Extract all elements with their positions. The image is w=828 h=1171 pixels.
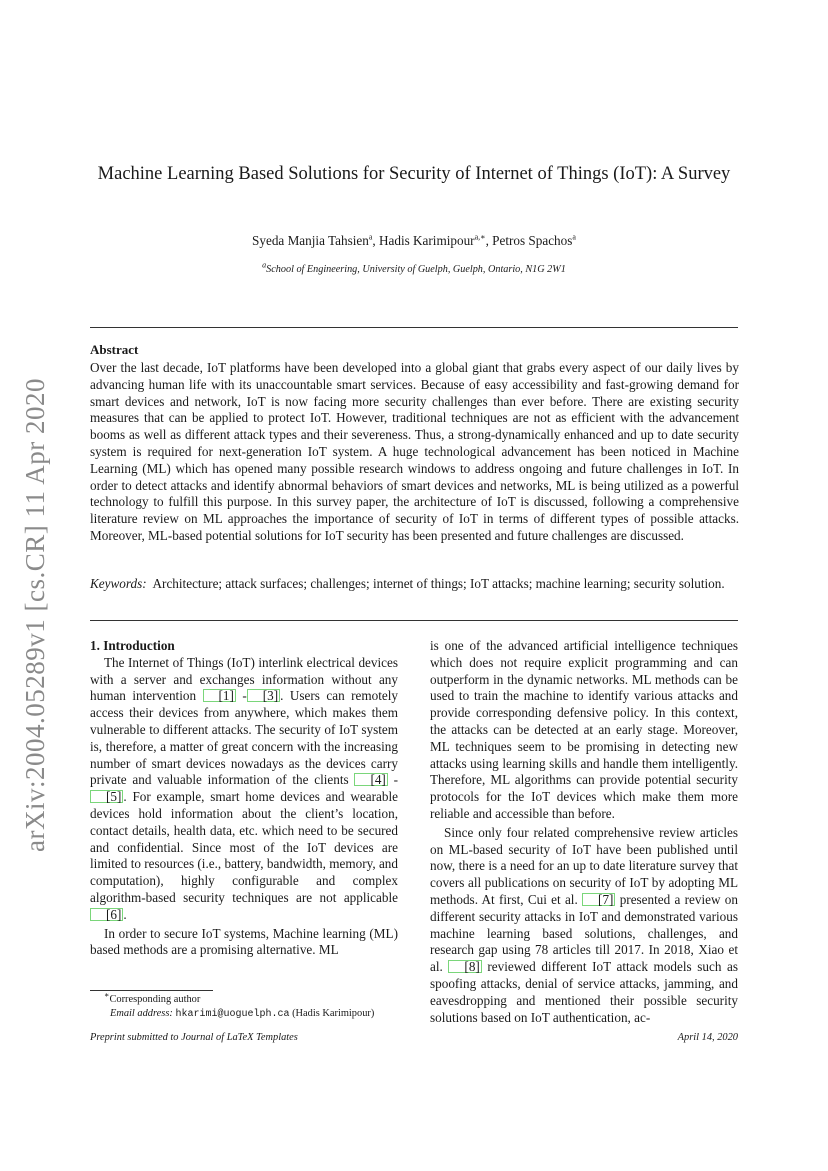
- citation-link[interactable]: [5]: [90, 790, 123, 803]
- email-link[interactable]: hkarimi@uoguelph.ca: [175, 1009, 290, 1020]
- keywords: [90, 576, 739, 593]
- citation-link[interactable]: [7]: [582, 893, 615, 906]
- abstract-text: Over the last decade, IoT platforms have been developed into a global giant that grabs every aspect of our daily lives by advancing human life with its unaccountable smart services. Because of easy accessibility and fast-growing demand for smart devices and network, IoT is now facing more security challenges than ever before. There are existing security measures that can be applied to protect IoT. However, traditional techniques are not as efficient with the advancement booms as well as different attack types and their severeness. Thus, a strong-dynamically enhanced and up to date security system is required for next-generation IoT system. A huge technological advancement has been noticed in Machine Learning (ML) which has opened many possible research windows to address ongoing and future challenges in IoT. In order to detect attacks and identify abnormal behaviors of smart devices and networks, ML is being utilized as a powerful technology to fulfill this purpose. In this survey paper, the architecture of IoT is discussed, following a comprehensive literature review on ML approaches the importance of security of IoT in terms of different types of possible attacks. Moreover, ML-based potential solutions for IoT security has been presented and future challenges are discussed.: [90, 360, 739, 543]
- footer-date: April 14, 2020: [677, 1032, 738, 1043]
- abstract-heading: Abstract: [90, 342, 139, 357]
- author-name: Syeda Manjia Tahsien: [252, 233, 369, 248]
- citation-link[interactable]: [4]: [354, 773, 387, 786]
- citation-link[interactable]: [1]: [203, 689, 236, 702]
- paragraph: In order to secure IoT systems, Machine learning (ML) based methods are a promising alternative. ML: [90, 925, 398, 958]
- affiliation-mark: a: [262, 260, 267, 270]
- keywords-label: Keywords:: [90, 576, 147, 591]
- footer-journal: Preprint submitted to Journal of LaTeX Templates: [90, 1032, 298, 1043]
- right-column: [430, 638, 738, 1026]
- author-list: Syeda Manjia Tahsien$^a$, Hadis Karimipour$^{a,∗}$, Petros Spachos$^a$: [252, 232, 576, 248]
- arxiv-side-stamp: [20, 362, 60, 852]
- affiliation-text: School of Engineering, University of Guelph, Guelph, Ontario, N1G 2W1: [266, 264, 566, 275]
- paragraph: is one of the advanced artificial intelligence techniques which does not require explicit programming and can outperform in the dynamic networks. ML methods can be used to train the machine to identify various attacks and provide corresponding defensive policy. In this context, the attacks can be detected at an early stage. Moreover, ML techniques seem to be promising in detecting new attacks using learning skills and handle them intelligently. Therefore, ML algorithms can provide potential security protocols for the IoT devices which make them more reliable and accessible than before.: [430, 638, 738, 821]
- footnote: ∗Corresponding author Email address: hkarimi@uoguelph.ca (Hadis Karimipour): [104, 990, 375, 1020]
- arxiv-identifier: arXiv:2004.05289v1 [cs.CR] 11 Apr 2020: [20, 378, 50, 852]
- citation-link[interactable]: [3]: [247, 689, 280, 702]
- section-heading: 1. Introduction: [90, 638, 175, 653]
- author-mark: a: [572, 232, 576, 242]
- author-mark: a: [368, 232, 373, 242]
- citation-link[interactable]: [6]: [90, 908, 123, 921]
- footnote-text: Corresponding author: [109, 994, 201, 1005]
- paragraph: Since only four related comprehensive review articles on ML-based security of IoT have been published until now, there is a need for an up to date literature survey that covers all publications on security of IoT by adopting ML methods. At first, Cui et al. [7] presented a review on different security attacks in IoT and demonstrated various machine learning based solutions, challenges, and research gap using 78 articles till 2017. In 2018, Xiao et al. [8] reviewed different IoT attack models such as spoofing attacks, denial of service attacks, jamming, and eavesdropping and mentioned their possible security solutions based on IoT authentication, ac-: [430, 824, 738, 1025]
- affiliation: [80, 260, 748, 275]
- top-rule: [90, 327, 738, 328]
- keywords-text: Architecture; attack surfaces; challenges; internet of things; IoT attacks; machine learning; security solution.: [152, 576, 725, 591]
- author-name: Petros Spachos: [492, 233, 573, 248]
- author-mark: a,∗: [474, 232, 486, 242]
- paper-title: Machine Learning Based Solutions for Security of Internet of Things (IoT): A Survey: [97, 164, 731, 184]
- author-name: Hadis Karimipour: [378, 233, 475, 248]
- left-column: [90, 638, 398, 959]
- paragraph: The Internet of Things (IoT) interlink electrical devices with a server and exchanges information without any human intervention [1] - [3] . Users can remotely access their devices from anywhere, which makes them vulnerable to different attacks. The security of IoT system is, therefore, a matter of great concern with the increasing number of smart devices nowadays as the devices carry private and valuable information of the clients [4] -[5] . For example, smart home devices and wearable devices hold information about the client’s location, contact details, health data, etc. which need to be secured and confidential. Since most of the IoT devices are limited to resources (i.e., battery, bandwidth, memory, and computation), highly configurable and complex algorithm-based security techniques are not applicable [6] .: [90, 654, 398, 922]
- citation-link[interactable]: [8]: [448, 960, 481, 973]
- bottom-rule: [90, 620, 738, 621]
